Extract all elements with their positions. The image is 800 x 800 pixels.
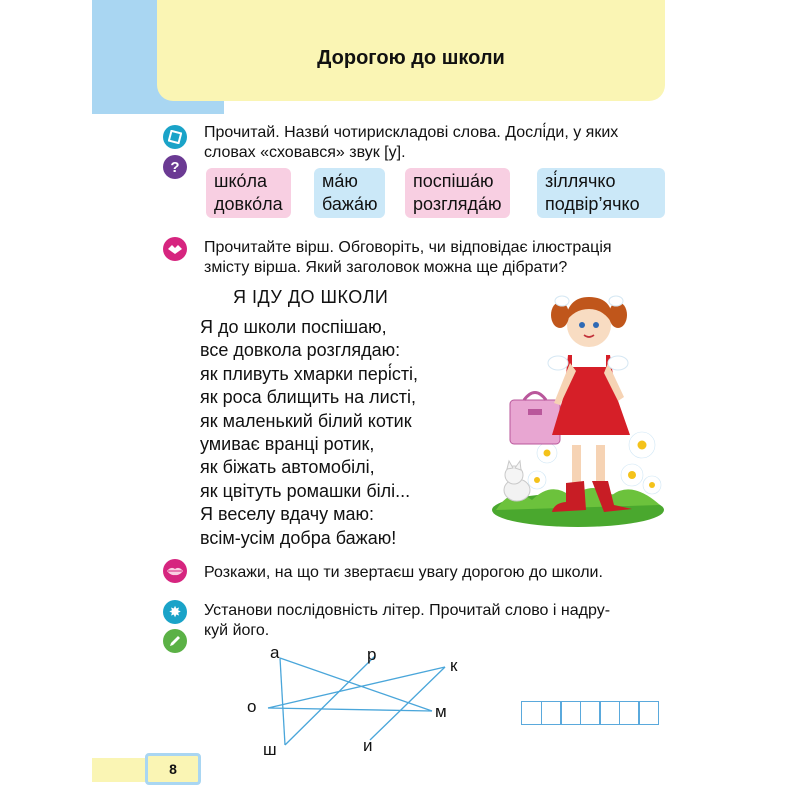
answer-cell[interactable] bbox=[541, 701, 562, 725]
footer-yellow-block bbox=[92, 758, 152, 782]
poem-line: як роса блищить на листі, bbox=[200, 387, 416, 408]
poem-line: всім-усім добра бажаю! bbox=[200, 527, 397, 548]
letter-k: к bbox=[450, 656, 458, 675]
question-icon: ? bbox=[163, 155, 187, 179]
page-number: 8 bbox=[145, 753, 201, 785]
letter-a: а bbox=[270, 643, 280, 662]
poem-line: Я веселу вдачу маю: bbox=[200, 504, 375, 525]
letter-m: м bbox=[435, 702, 447, 721]
task2-text: Прочитайте вірш. Обговоріть, чи відповідає ілюстрація змісту вірша. Який заголовок можна ще дібрати? bbox=[204, 239, 612, 276]
page-title: Дорогою до школи bbox=[317, 47, 505, 69]
answer-cell[interactable] bbox=[599, 701, 620, 725]
letter-o: о bbox=[247, 697, 257, 716]
answer-cell[interactable] bbox=[560, 701, 581, 725]
poem-line: Я до школи поспішаю, bbox=[200, 317, 387, 337]
girl-illustration bbox=[492, 285, 664, 530]
book-icon bbox=[163, 125, 187, 149]
poem-line: як біжать автомобілі, bbox=[200, 457, 375, 478]
poem-body bbox=[200, 316, 418, 550]
answer-cells bbox=[521, 701, 658, 725]
poem-title: Я ІДУ ДО ШКОЛИ bbox=[233, 287, 389, 307]
pencil-icon bbox=[163, 629, 187, 653]
word-box-1: шко́ла довко́ла bbox=[206, 168, 291, 218]
poem-line: як цвітуть ромашки білі... bbox=[200, 480, 411, 501]
answer-cell[interactable] bbox=[619, 701, 640, 725]
word-box-4: зі́ллячко подвір’ячко bbox=[537, 168, 665, 218]
handshake-icon bbox=[163, 237, 187, 261]
star-icon: ✸ bbox=[163, 600, 187, 624]
letter-r: р bbox=[367, 645, 377, 664]
answer-cell[interactable] bbox=[580, 701, 601, 725]
poem-line: все довкола розглядаю: bbox=[200, 340, 401, 361]
poem-line: умиває вранці ротик, bbox=[200, 434, 375, 455]
poem-line: як пливуть хмарки пері́сті, bbox=[200, 363, 419, 384]
task4-text: Установи послідовність літер. Прочитай слово і надру- куй його. bbox=[204, 602, 611, 639]
word-box-2: ма́ю бажа́ю bbox=[314, 168, 385, 218]
answer-cell[interactable] bbox=[521, 701, 542, 725]
word-box-3: поспіша́ю розгляда́ю bbox=[405, 168, 510, 218]
task1-text: Прочитай. Назви́ чотирискладові слова. Дослі́ди, у яких словах «сховався» звук [у]. bbox=[204, 124, 619, 161]
letter-i: и bbox=[363, 736, 373, 755]
task3-text: Розкажи, на що ти звертаєш увагу дорогою до школи. bbox=[204, 564, 603, 581]
lips-icon bbox=[163, 559, 187, 583]
letter-sh: ш bbox=[263, 740, 277, 759]
poem-line: як маленький білий котик bbox=[200, 410, 412, 431]
answer-cell[interactable] bbox=[638, 701, 659, 725]
